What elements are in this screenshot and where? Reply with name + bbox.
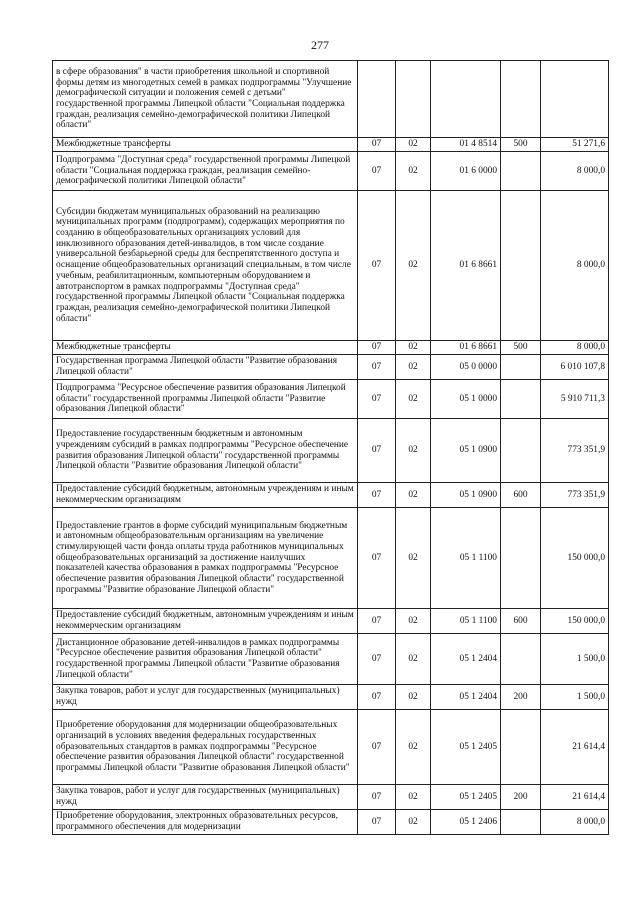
row-subsection: 02: [396, 634, 431, 685]
row-target-code: 05 0 0000: [431, 355, 501, 380]
row-name: Подпрограмма "Доступная среда" государственной программы Липецкой области "Социальная поддержка граждан, реализация семейно-демографической политики Липецкой области": [53, 152, 358, 191]
row-name: Межбюджетные трансферты: [53, 138, 358, 152]
row-target-code: 01 6 0000: [431, 152, 501, 191]
row-section: 07: [358, 341, 396, 355]
row-target-code: 05 1 2405: [431, 710, 501, 785]
row-amount: 8 000,0: [541, 152, 609, 191]
row-target-code: 01 6 8661: [431, 191, 501, 341]
row-section: 07: [358, 508, 396, 609]
row-expense-type: 500: [501, 138, 541, 152]
table-row: [53, 61, 609, 138]
table-row: [53, 483, 609, 508]
row-expense-type: 500: [501, 341, 541, 355]
row-amount: 773 351,9: [541, 483, 609, 508]
budget-table-body: [53, 61, 609, 835]
row-target-code: 05 1 2405: [431, 785, 501, 810]
row-amount: 51 271,6: [541, 138, 609, 152]
row-amount: 21 614,4: [541, 710, 609, 785]
row-subsection: 02: [396, 380, 431, 419]
row-expense-type: [501, 152, 541, 191]
row-target-code: 05 1 1100: [431, 508, 501, 609]
row-name: Предоставление государственным бюджетным и автономным учреждениям субсидий в рамках подпрограммы "Ресурсное обеспечение развития образования Липецкой области" государственной программы Липецкой области "Развитие образования Липецкой области": [53, 419, 358, 483]
row-expense-type: [501, 355, 541, 380]
row-section: [358, 61, 396, 138]
row-name: Закупка товаров, работ и услуг для государственных (муниципальных) нужд: [53, 685, 358, 710]
row-target-code: 05 1 0900: [431, 483, 501, 508]
row-amount: 1 500,0: [541, 634, 609, 685]
row-subsection: 02: [396, 138, 431, 152]
row-section: 07: [358, 152, 396, 191]
row-name: Дистанционное образование детей-инвалидов в рамках подпрограммы "Ресурсное обеспечение развития образования Липецкой области" государственной программы Липецкой области "Развитие образования Липецкой области": [53, 634, 358, 685]
row-name: Предоставление грантов в форме субсидий муниципальным бюджетным и автономным общеобразовательным организациям на увеличение стимулирующей части фонда оплаты труда работников муниципальных общеобразовательных организаций за достижение наилучших показателей качества образования в рамках подпрограммы "Ресурсное обеспечение развития образования Липецкой области" государственной программы "Развитие образование Липецкой области": [53, 508, 358, 609]
row-name: Приобретение оборудования, электронных образовательных ресурсов, программного обеспечения для модернизации: [53, 810, 358, 835]
row-section: 07: [358, 138, 396, 152]
table-row: [53, 508, 609, 609]
row-name: Межбюджетные трансферты: [53, 341, 358, 355]
row-amount: 150 000,0: [541, 508, 609, 609]
table-row: [53, 380, 609, 419]
row-expense-type: 600: [501, 609, 541, 634]
row-expense-type: [501, 634, 541, 685]
row-target-code: 05 1 2406: [431, 810, 501, 835]
row-expense-type: 200: [501, 685, 541, 710]
row-subsection: 02: [396, 508, 431, 609]
table-row: [53, 785, 609, 810]
row-name: Приобретение оборудования для модернизации общеобразовательных организаций в условиях введения федеральных государственных образовательных стандартов в рамках подпрограммы "Ресурсное обеспечение развития образования Липецкой области" государственной программы Липецкой области "Развитие образования Липецкой области": [53, 710, 358, 785]
row-expense-type: [501, 508, 541, 609]
row-expense-type: 200: [501, 785, 541, 810]
table-row: [53, 685, 609, 710]
row-subsection: 02: [396, 341, 431, 355]
table-row: [53, 138, 609, 152]
row-target-code: [431, 61, 501, 138]
row-subsection: 02: [396, 191, 431, 341]
table-row: [53, 609, 609, 634]
row-target-code: 05 1 2404: [431, 634, 501, 685]
row-subsection: [396, 61, 431, 138]
row-expense-type: [501, 61, 541, 138]
row-subsection: 02: [396, 419, 431, 483]
row-expense-type: [501, 419, 541, 483]
row-section: 07: [358, 609, 396, 634]
row-target-code: 05 1 0000: [431, 380, 501, 419]
table-row: [53, 152, 609, 191]
row-name: Закупка товаров, работ и услуг для государственных (муниципальных) нужд: [53, 785, 358, 810]
row-section: 07: [358, 483, 396, 508]
row-amount: 773 351,9: [541, 419, 609, 483]
budget-table: [52, 60, 609, 835]
row-target-code: 05 1 0900: [431, 419, 501, 483]
table-row: [53, 191, 609, 341]
row-subsection: 02: [396, 609, 431, 634]
row-subsection: 02: [396, 810, 431, 835]
row-subsection: 02: [396, 685, 431, 710]
row-amount: 6 010 107,8: [541, 355, 609, 380]
row-subsection: 02: [396, 152, 431, 191]
table-row: [53, 634, 609, 685]
row-amount: 150 000,0: [541, 609, 609, 634]
row-section: 07: [358, 419, 396, 483]
row-expense-type: [501, 810, 541, 835]
row-amount: 8 000,0: [541, 191, 609, 341]
row-section: 07: [358, 685, 396, 710]
row-name: Субсидии бюджетам муниципальных образований на реализацию муниципальных программ (подпрограмм), содержащих мероприятия по созданию в общеобразовательных организациях условий для инклюзивного образования детей-инвалидов, в том числе создание универсальной безбарьерной среды для беспрепятственного доступа и оснащение общеобразовательных организаций специальным, в том числе учебным, реабилитационным, компьютерным оборудованием и автотранспортом в рамках подпрограммы "Доступная среда" государственной программы Липецкой области "Социальная поддержка граждан, реализация семейно-демографической политики Липецкой области": [53, 191, 358, 341]
table-row: [53, 810, 609, 835]
row-amount: 8 000,0: [541, 810, 609, 835]
row-target-code: 05 1 2404: [431, 685, 501, 710]
page-number: 277: [311, 38, 329, 52]
row-name: Государственная программа Липецкой области "Развитие образования Липецкой области": [53, 355, 358, 380]
row-expense-type: 600: [501, 483, 541, 508]
row-amount: 21 614,4: [541, 785, 609, 810]
row-expense-type: [501, 191, 541, 341]
row-name: в сфере образования" в части приобретения школьной и спортивной формы детям из многодетных семей в рамках подпрограммы "Улучшение демографической ситуации и положения семей с детьми" государственной программы Липецкой области "Социальная поддержка граждан, реализация семейно-демографической политики Липецкой области": [53, 61, 358, 138]
row-section: 07: [358, 710, 396, 785]
row-expense-type: [501, 380, 541, 419]
row-section: 07: [358, 810, 396, 835]
row-target-code: 01 4 8514: [431, 138, 501, 152]
row-name: Предоставление субсидий бюджетным, автономным учреждениям и иным некоммерческим организациям: [53, 483, 358, 508]
row-amount: 8 000,0: [541, 341, 609, 355]
table-row: [53, 341, 609, 355]
row-name: Предоставление субсидий бюджетным, автономным учреждениям и иным некоммерческим организациям: [53, 609, 358, 634]
table-row: [53, 419, 609, 483]
row-section: 07: [358, 785, 396, 810]
row-target-code: 05 1 1100: [431, 609, 501, 634]
row-amount: 5 910 711,3: [541, 380, 609, 419]
row-amount: [541, 61, 609, 138]
row-section: 07: [358, 634, 396, 685]
table-row: [53, 355, 609, 380]
row-target-code: 01 6 8661: [431, 341, 501, 355]
row-section: 07: [358, 355, 396, 380]
row-name: Подпрограмма "Ресурсное обеспечение развития образования Липецкой области" государственной программы Липецкой области "Развитие образования Липецкой области": [53, 380, 358, 419]
table-row: [53, 710, 609, 785]
row-section: 07: [358, 380, 396, 419]
row-subsection: 02: [396, 785, 431, 810]
row-subsection: 02: [396, 355, 431, 380]
row-subsection: 02: [396, 710, 431, 785]
row-amount: 1 500,0: [541, 685, 609, 710]
row-section: 07: [358, 191, 396, 341]
row-expense-type: [501, 710, 541, 785]
row-subsection: 02: [396, 483, 431, 508]
